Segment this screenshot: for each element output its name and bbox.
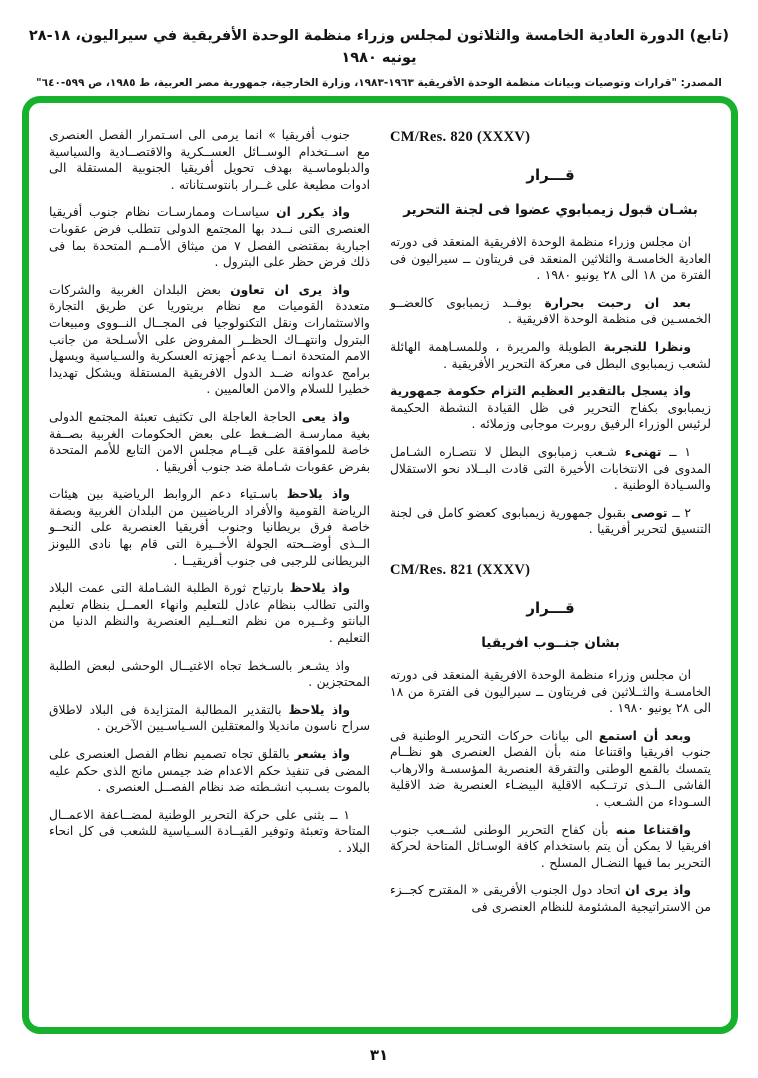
para-text: بأن كفاح التحرير الوطنى لشــعب جنوب افريقيا لا يمكن أن يتم باستخدام كافة الوسـائل المتاحة لحركة التحرير بما فيها النضـال المسلح . <box>390 822 711 870</box>
paragraph <box>49 746 370 796</box>
para-text: يثنى على حركة التحرير الوطنية لمضــاعفة الاعمــال المتاحة وتعبئة وتوفير القيــادة السـياسية للشعب فى كل انحاء البلاد . <box>49 807 370 855</box>
para-lead: توصى <box>630 505 668 520</box>
para-number: ٢ ــ <box>667 505 692 520</box>
para-text: بوفــد زيمبابوى كالعضــو الخمسـين فى منظمة الوحدة الافريقية . <box>390 295 711 327</box>
para-text: الى بيانات حركات التحرير الوطنية فى جنوب افريقيا واقتناعا منه بأن الفصل العنصرى هو نظــام يتمسك بالقمع الوطنى والتفرقة العنصرية المؤسسـة والارهاب الفاشى الــذى ترتــكبه الاقلية البيضـاء العنصرية ضد الاقلية السـوداء من الشـعب . <box>390 728 711 810</box>
paragraph <box>49 282 370 398</box>
green-border-frame <box>22 96 738 1034</box>
para-number: ١ ــ <box>661 444 691 459</box>
para-number: ١ ــ <box>324 807 350 822</box>
resolution-code-821: CM/Res. 821 (XXXV) <box>390 561 531 578</box>
para-text: بارتياح ثورة الطلبة الشـاملة التى عمت البلاد والتى تطالب بنظام عادل للتعليم وانهاء العمــل بنظام تعليم البانتو وغــيره من نظم التعــليم العنصرية والنظم الدنيا من التعليم . <box>49 581 370 646</box>
para-lead: واذ يسجل بالتقدير العظيم التزام حكومة جمهورية <box>390 384 691 399</box>
numbered-paragraph <box>390 505 711 538</box>
para-text: الحاجة العاجلة الى تكثيف تعبئة المجتمع الدولى بغية ممارسـة الضــغط على بعض الحكومات الغربية بصــفة خاصة للموافقة على قيــام مجلس الامن التابع للأمم المتحدة بفرض عقوبات شـاملة ضد جنوب أفريقيا . <box>49 409 370 474</box>
session-title: (تابع) الدورة العادية الخامسة والثلاثون لمجلس وزراء منظمة الوحدة الأفريقية في سيراليون، ١٨-٢٨ يونيه ١٩٨٠ <box>28 28 730 66</box>
para-text: ان مجلس وزراء منظمة الوحدة الافريقية المنعقد فى دورته الخامسـة والثــلاثين فى فريتاون ــ سيراليون فى الفترة من ١٨ الى ٢٨ يونيو ١٩٨٠ . <box>390 667 711 716</box>
para-lead: بعد ان رحبت بحرارة <box>544 295 691 310</box>
paragraph <box>390 295 711 328</box>
para-text: باسـتياء دعم الروابط الرياضية بين هيئات الرياضة القومية والأفراد الرياضيين من البلدان الغربية وبصفة خاصة فرق بريطانيا وجنوب أفريقيا العنصرية على النحــو الــذى أوضــحته الجولة الأخــيرة التى قام بها نادى الليونز البريطانى للرجبى فى جنوب أفريقيــا . <box>49 487 370 568</box>
para-lead: واذ يلاحظ <box>289 581 351 596</box>
page-header <box>0 26 758 89</box>
paragraph <box>390 339 711 372</box>
paragraph <box>390 822 711 872</box>
para-text: الطويلة والمريرة ، وللمسـاهمة الهائلة لشعب زيمبابوى البطل فى معركة التحرير الأفريقية . <box>390 339 711 371</box>
para-lead: واذ يكرر ان <box>276 205 350 220</box>
para-lead: واقتناعا منه <box>615 822 691 837</box>
para-text: اتحاد دول الجنوب الأفريقى « المقترح كجــزء من الاستراتيجية المشئومة للنظام العنصرى فى <box>390 883 711 915</box>
para-lead: واذ يشعر <box>294 747 351 761</box>
paragraph <box>49 702 370 735</box>
para-text: شـعب زمبابوى البطل لا نتصـاره الشـامل المدوى فى الانتخابات الأخيرة التى قادت البــلاد نحو الاستقلال والسـيادة الوطنية . <box>390 444 711 493</box>
paragraph <box>390 667 711 717</box>
para-lead: واذ يلاحظ <box>288 702 350 717</box>
page-number: ٣١ <box>369 1046 389 1064</box>
para-lead: وبعد أن استمع <box>598 728 691 743</box>
resolution-subheading-821: بشان جنــوب افريقيا <box>481 634 620 651</box>
paragraph <box>49 658 370 691</box>
two-column-body <box>29 103 731 1027</box>
paragraph <box>49 409 370 475</box>
para-text: بالقلق تجاه تصميم نظام الفصل العنصرى على المضى فى تنفيذ حكم الاعدام ضد جيمس مانج الذى حكم عليه بالموت بسـبب انشـطته ضد نظام الفصــل العنصرى . <box>49 747 370 795</box>
para-lead: تهنىء <box>624 444 662 459</box>
resolution-code-820: CM/Res. 820 (XXXV) <box>390 129 531 145</box>
paragraph <box>390 728 711 811</box>
paragraph <box>390 882 711 915</box>
numbered-paragraph <box>390 444 711 494</box>
paragraph <box>390 234 711 284</box>
para-text: جنوب أفريقيا » انما يرمى الى اسـتمرار الفصل العنصرى مع اســتخدام الوســائل العســكرية والاقتصــادية والسياسية والدبلوماسـية بهدف تحويل أفريقيا الجنوبية المستقلة الى ادوات مطيعة على غــرار بانتوسـتاناته . <box>49 128 370 192</box>
resolution-heading-820: قـــرار <box>526 166 575 184</box>
para-text: بالتقدير المطالبة المتزايدة فى البلاد لاطلاق سراح ناسون مانديلا والمعتقلين السـياسـيين الآخرين . <box>49 702 370 734</box>
numbered-paragraph <box>49 807 370 857</box>
resolution-heading-821: قـــرار <box>526 598 575 617</box>
para-lead: واذ يرى ان تعاون <box>230 282 350 297</box>
paragraph <box>49 486 370 569</box>
para-lead: واذ يعى <box>301 409 350 424</box>
para-text: بعض البلدان الغربية والشركات متعددة القوميات مع نظام بريتوريا عن طريق التجارة والاستثمارات ونقل التكنولوجيا فى المجــال النــووى ومبيعات البترول وانتهــاك الحظــر المفروض على الأسـلحة من جانب الامم المتحدة انمــا يدعم أجهزته العسكرية والسـياسية ويسهل برامج عدوانه ضــد الدول الافريقية المستقلة ويشكل تهديدا خطيرا للسلام والامن العالميين . <box>49 282 370 397</box>
paragraph <box>390 383 711 433</box>
source-line: المصدر: "قرارات وتوصيات وبيانات منظمة الوحدة الأفريقية ١٩٦٣-١٩٨٣، وزارة الخارجية، جمهورية مصر العربية، ط ١٩٨٥، ص ٥٩٩-٦٤٠" <box>36 76 722 89</box>
para-lead: واذ يرى ان <box>625 883 691 898</box>
para-text: بقبول جمهورية زيمبابوى كعضو كامل فى لجنة التنسيق لتحرير أفريقيا . <box>390 505 711 537</box>
para-lead: واذ يلاحظ <box>286 487 350 502</box>
paragraph <box>49 127 370 193</box>
para-text: زيمبابوى بكفاح التحرير فى ظل القيادة النشطة الحكيمة لرئيس الوزراء الرفيق روبرت موجابى وزملائه . <box>390 400 711 432</box>
resolution-subheading-820: بشـان قبول زيمبابوي عضوا فى لجنة التحرير <box>403 202 698 218</box>
paragraph <box>49 580 370 646</box>
para-text: ان مجلس وزراء منظمة الوحدة الافريقية المنعقد فى دورته العادية الخامسـة والثلاثين المنعقد فى فريتاون ــ سيراليون فى الفترة من ١٨ الى ٢٨ يونيو ١٩٨٠ . <box>390 235 711 283</box>
right-column <box>390 127 711 1017</box>
para-text: واذ يشـعر بالسـخط تجاه الاغتيــال الوحشى لبعض الطلبة المحتجزين . <box>49 658 370 690</box>
para-lead: ونظرا للتجربة <box>603 339 691 354</box>
para-text: سياسـات وممارسـات نظام جنوب أفريقيا العنصرى التى نــدد بها المجتمع الدولى تتطلب فرض عقوبات اجبارية بمقتضى الفصل ٧ من ميثاق الأمــم المتحدة بما فى ذلك فرض حظر على البترول . <box>49 205 370 270</box>
paragraph <box>49 204 370 270</box>
left-column <box>49 127 370 1017</box>
